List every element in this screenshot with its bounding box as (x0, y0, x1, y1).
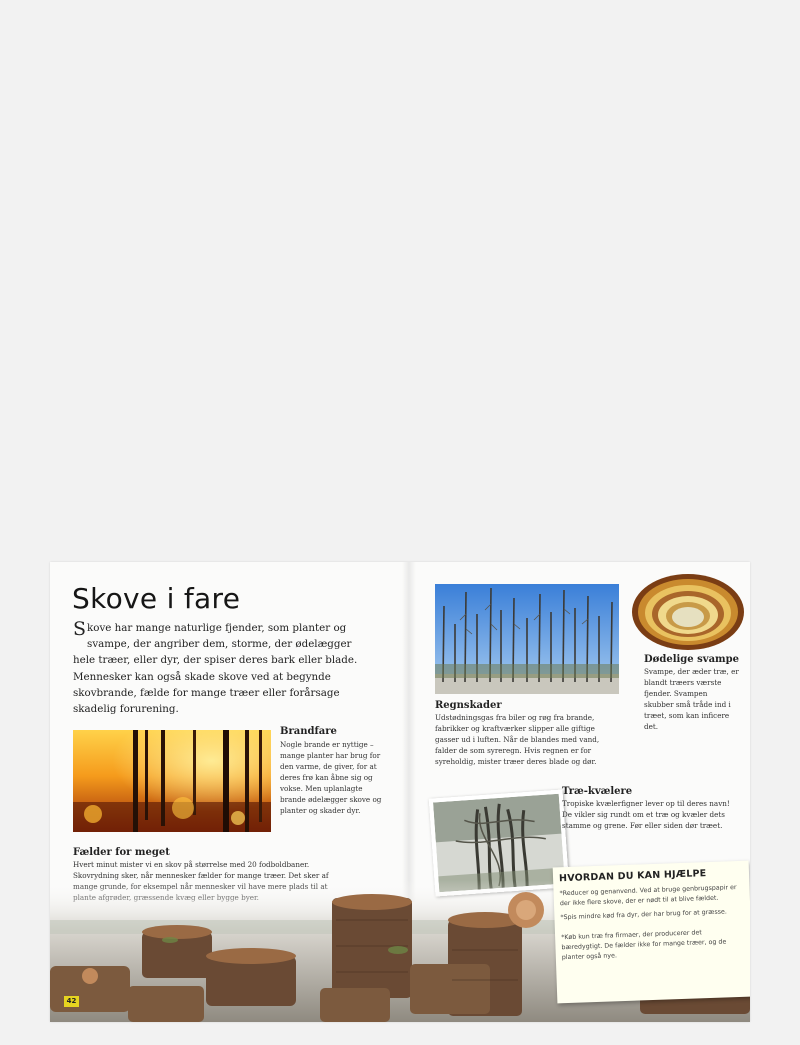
intro-body: kove har mange naturlige fjender, som planter og svampe, der angriber dem, storme, der ødelægger hele træer, eller dyr, der spiser deres bark eller blade. Mennesker kan også skade skove ved at begynde skovbrande, fælde for mange træer eller forårsage skadelig forurening. (73, 622, 358, 716)
faelder-text: Hvert minut mister vi en skov på størrelse med 20 fodboldbaner. Skovrydning sker, når mennesker fælder for mange træer. Det sker af (73, 860, 329, 880)
page-number: 42 (64, 996, 79, 1007)
help-item: *Spis mindre kød fra dyr, der har brug for at græsse. (560, 908, 727, 922)
regnskader-text: Udstødningsgas fra biler og røg fra brande, fabrikker og kraftværker slipper alle giftige gasser ud i luften. Når de blandes med vand, falder de som syreregn. Hvis regnen er for syreholdig, mister træer deres blade og dør. (435, 713, 600, 766)
faelder-title: Fælder for meget (73, 847, 170, 858)
help-box-title: HVORDAN DU KAN HJÆLPE (558, 868, 707, 885)
acid-rain-photo (435, 584, 619, 694)
forest-fire-photo (73, 730, 271, 832)
help-item: *Reducer og genanvend. Ved at bruge genbrugspapir er der ikke flere skove, der er nødt til at blive fældet. (559, 884, 737, 908)
intro-drop-cap: S (73, 618, 87, 640)
regnskader-title: Regnskader (435, 700, 502, 711)
svampe-text: Svampe, der æder træ, er blandt træers værste fjender. Svampen skubber små tråde ind i træet, som kan inficere det. (644, 667, 739, 731)
svampe-title: Dødelige svampe (644, 654, 739, 665)
page-title: Skove i fare (72, 582, 241, 615)
help-item: *Køb kun træ fra firmaer, der producerer det bæredygtigt. De fælder ikke for mange træer, og de planter også nye. (561, 929, 727, 962)
kvaelere-text: Tropiske kvælerfigner lever op til deres navn! De vikler sig rundt om et træ og kvæler dets stamme og grene. Før eller siden dør træet. (562, 799, 730, 830)
book-gutter (402, 562, 416, 902)
brandfare-text: Nogle brande er nyttige – mange planter har brug for den varme, de giver, for at deres frø kan åbne sig og vokse. Men uplanlagte brande ødelægger skove og planter og skader dyr. (280, 740, 382, 815)
intro-text (73, 620, 373, 717)
help-box (553, 861, 750, 1004)
kvaelere-title: Træ-kvælere (562, 786, 633, 797)
book-spread (50, 562, 750, 1022)
bracket-fungus-photo (630, 572, 748, 654)
brandfare-title: Brandfare (280, 726, 337, 737)
